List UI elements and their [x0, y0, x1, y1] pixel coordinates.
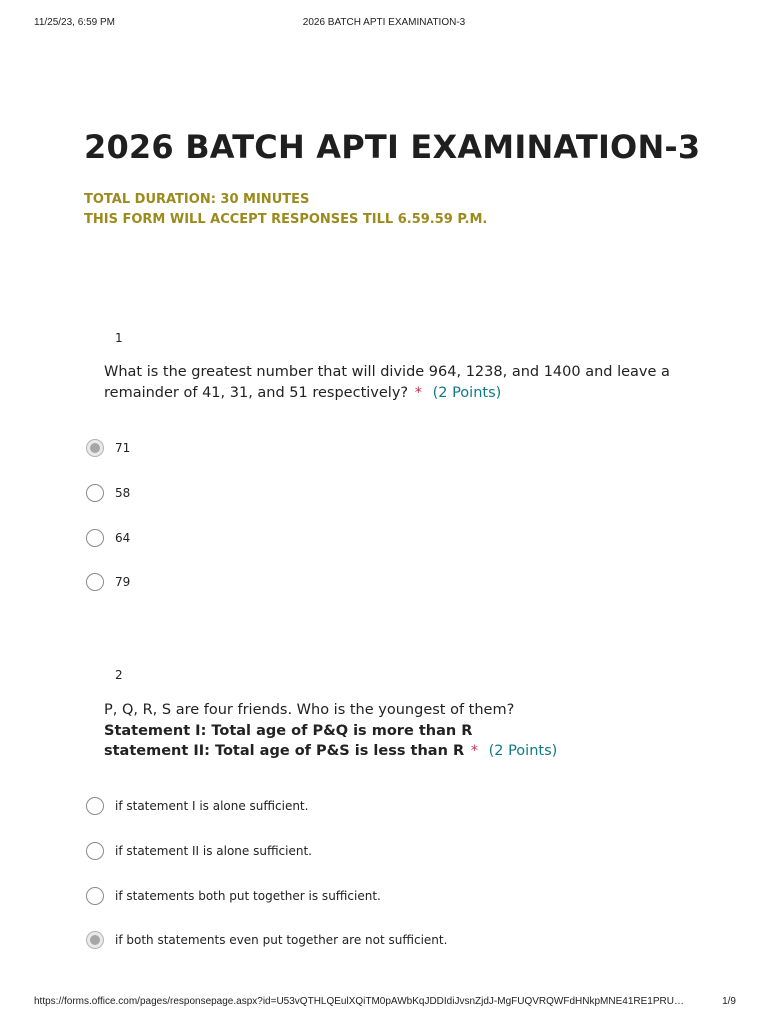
option-both-together-sufficient[interactable]	[86, 887, 646, 907]
radio-button[interactable]	[86, 529, 104, 547]
question-text	[104, 362, 684, 403]
form-deadline-line: THIS FORM WILL ACCEPT RESPONSES TILL 6.59.59 P.M.	[84, 212, 488, 227]
question-prompt: P, Q, R, S are four friends. Who is the youngest of them?	[104, 702, 515, 718]
option-71[interactable]	[86, 439, 646, 459]
print-footer	[0, 996, 768, 1010]
option-label: if statement I is alone sufficient.	[115, 799, 309, 813]
required-asterisk: *	[414, 384, 422, 401]
option-label: 71	[115, 441, 131, 455]
question-points: (2 Points)	[432, 384, 502, 401]
option-58[interactable]	[86, 484, 646, 504]
print-header	[0, 17, 768, 31]
option-79[interactable]	[86, 573, 646, 593]
form-description	[84, 190, 487, 230]
option-not-sufficient[interactable]	[86, 931, 646, 951]
form-title: 2026 BATCH APTI EXAMINATION-3	[84, 128, 701, 166]
option-label: if both statements even put together are not sufficient.	[115, 933, 448, 947]
print-document-title: 2026 BATCH APTI EXAMINATION-3	[302, 17, 466, 28]
question-text	[104, 700, 684, 762]
radio-button[interactable]	[86, 797, 104, 815]
radio-button[interactable]	[86, 484, 104, 502]
option-statement-two-sufficient[interactable]	[86, 842, 646, 862]
option-label: if statement II is alone sufficient.	[115, 844, 312, 858]
radio-button-selected[interactable]	[86, 439, 104, 457]
option-label: 79	[115, 575, 131, 589]
option-64[interactable]	[86, 529, 646, 549]
radio-button[interactable]	[86, 573, 104, 591]
statement-one: Statement I: Total age of P&Q is more than R	[104, 722, 473, 739]
question-number: 2	[115, 668, 123, 682]
option-label: 64	[115, 531, 131, 545]
option-label: if statements both put together is sufficient.	[115, 889, 381, 903]
required-asterisk: *	[470, 743, 478, 759]
question-points: (2 Points)	[488, 743, 558, 759]
radio-button[interactable]	[86, 842, 104, 860]
form-duration-line: TOTAL DURATION: 30 MINUTES	[84, 192, 310, 207]
print-url: https://forms.office.com/pages/responsepage.aspx?id=U53vQTHLQEulXQiTM0pAWbKqJDDIdiJvsnZjdJ-MgFUQVRQWFdHNkpMNE41RE1PRU…	[34, 996, 684, 1007]
question-prompt: What is the greatest number that will divide 964, 1238, and 1400 and leave a remainder of 41, 31, and 51 respectively?	[104, 364, 670, 401]
page-number: 1/9	[722, 996, 736, 1007]
print-datetime: 11/25/23, 6:59 PM	[34, 17, 115, 28]
option-label: 58	[115, 486, 131, 500]
option-statement-one-sufficient[interactable]	[86, 797, 646, 817]
radio-button[interactable]	[86, 887, 104, 905]
radio-button-selected[interactable]	[86, 931, 104, 949]
question-number: 1	[115, 331, 123, 345]
statement-two: statement II: Total age of P&S is less than R	[104, 743, 465, 759]
